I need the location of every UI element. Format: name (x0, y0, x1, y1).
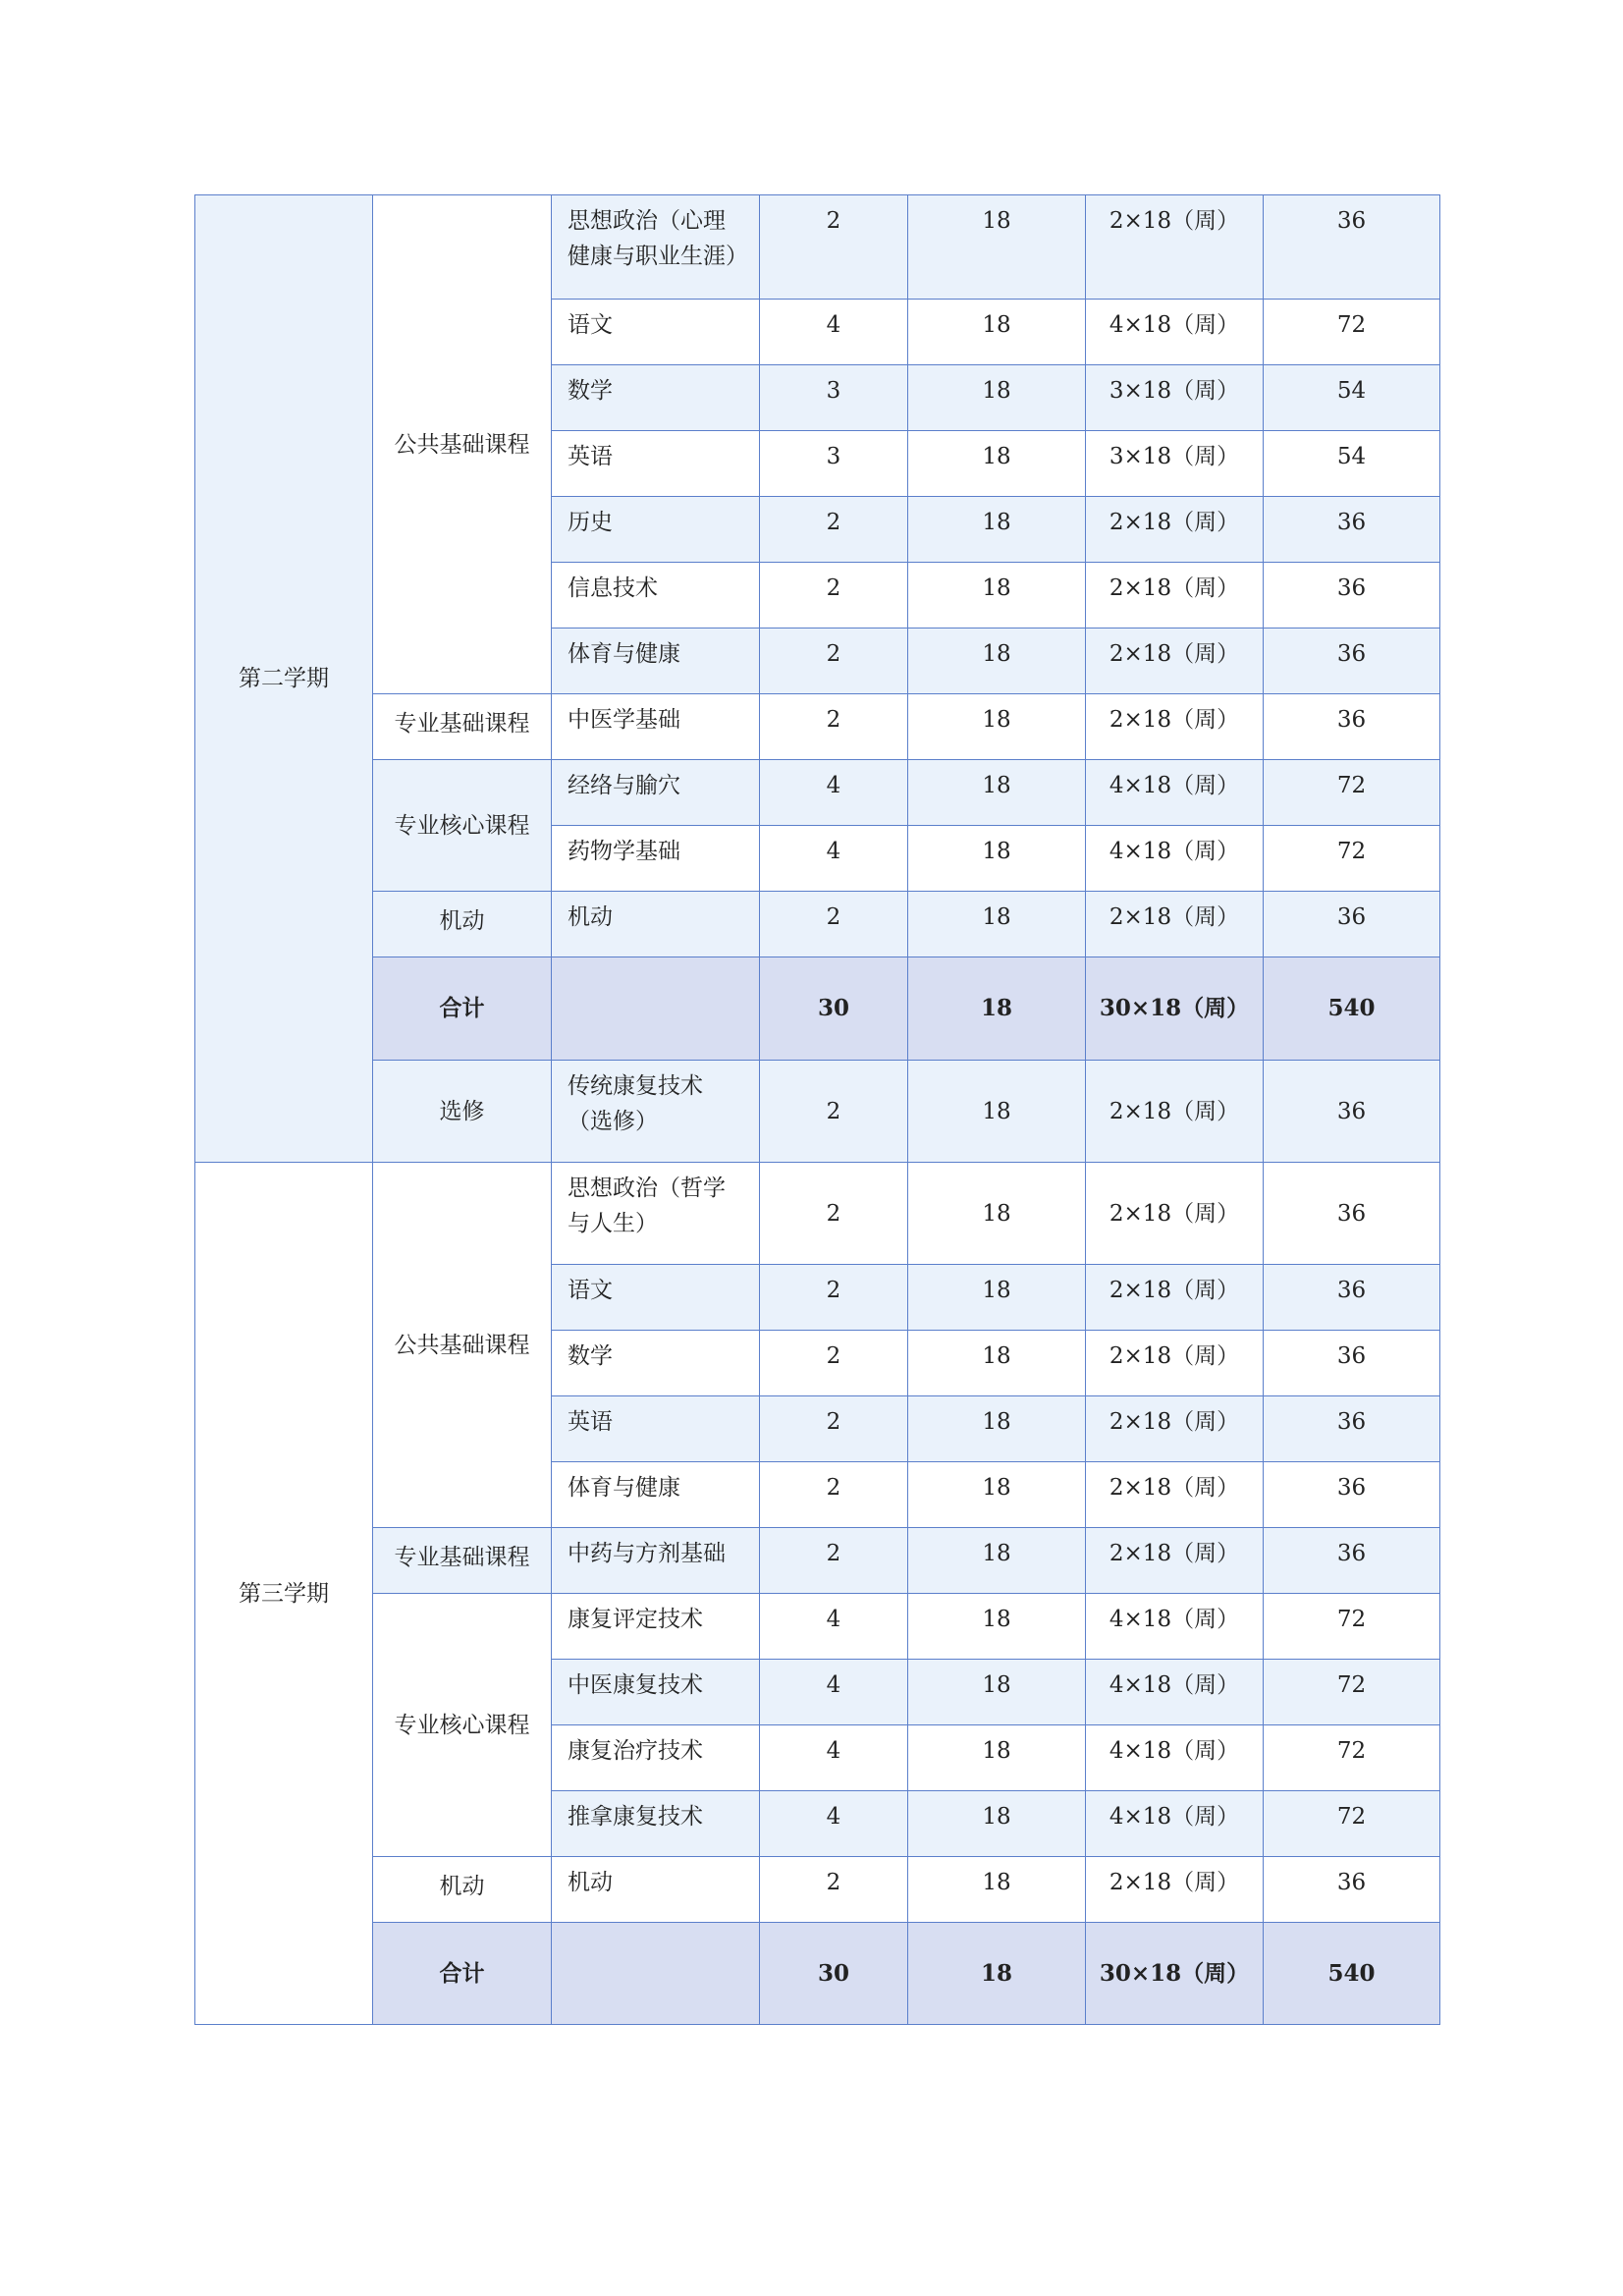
total-hours-cell: 54 (1264, 431, 1440, 497)
total-hours-cell: 36 (1264, 694, 1440, 760)
course-schedule-table (194, 194, 1440, 2025)
weekly-hours-cell: 2×18（周） (1086, 629, 1264, 694)
weekly-hours-cell: 2×18（周） (1086, 563, 1264, 629)
credits-cell: 2 (760, 1462, 908, 1528)
total-weeks: 18 (908, 1923, 1086, 2025)
total-hours: 540 (1264, 1923, 1440, 2025)
course-name: 中医学基础 (552, 694, 760, 760)
category-label: 公共基础课程 (373, 1163, 552, 1528)
weeks-cell: 18 (908, 431, 1086, 497)
total-hours-cell: 72 (1264, 1791, 1440, 1857)
credits-cell: 4 (760, 1660, 908, 1725)
course-name: 机动 (552, 892, 760, 957)
weekly-hours-cell: 2×18（周） (1086, 1857, 1264, 1923)
weekly-hours-cell: 2×18（周） (1086, 1528, 1264, 1594)
credits-cell: 2 (760, 1163, 908, 1265)
course-name: 康复评定技术 (552, 1594, 760, 1660)
credits-cell: 2 (760, 563, 908, 629)
weekly-hours-cell: 2×18（周） (1086, 1396, 1264, 1462)
course-name: 数学 (552, 365, 760, 431)
table-row (195, 694, 1440, 760)
weeks-cell: 18 (908, 1660, 1086, 1725)
weekly-hours-cell: 2×18（周） (1086, 497, 1264, 563)
course-name: 中医康复技术 (552, 1660, 760, 1725)
total-hours-cell: 36 (1264, 1462, 1440, 1528)
course-name: 数学 (552, 1331, 760, 1396)
weekly-hours-cell: 3×18（周） (1086, 431, 1264, 497)
credits-cell: 4 (760, 826, 908, 892)
course-name: 语文 (552, 1265, 760, 1331)
course-name: 机动 (552, 1857, 760, 1923)
category-label: 专业核心课程 (373, 1594, 552, 1857)
category-label: 专业基础课程 (373, 694, 552, 760)
weekly-hours-cell: 2×18（周） (1086, 694, 1264, 760)
table-row (195, 1857, 1440, 1923)
weekly-hours-cell: 4×18（周） (1086, 760, 1264, 826)
table-row (195, 1163, 1440, 1265)
credits-cell: 2 (760, 1331, 908, 1396)
category-label: 选修 (373, 1061, 552, 1163)
course-name: 推拿康复技术 (552, 1791, 760, 1857)
semester-label: 第三学期 (195, 1163, 373, 2025)
total-hours-cell: 54 (1264, 365, 1440, 431)
total-credits: 30 (760, 1923, 908, 2025)
total-hours-cell: 36 (1264, 195, 1440, 300)
total-label: 合计 (373, 1923, 552, 2025)
table-row (195, 1528, 1440, 1594)
credits-cell: 2 (760, 1061, 908, 1163)
weekly-hours-cell: 4×18（周） (1086, 1725, 1264, 1791)
weeks-cell: 18 (908, 1528, 1086, 1594)
credits-cell: 4 (760, 300, 908, 365)
total-hours-cell: 36 (1264, 563, 1440, 629)
total-hours-cell: 36 (1264, 1163, 1440, 1265)
total-hours-cell: 72 (1264, 760, 1440, 826)
credits-cell: 3 (760, 431, 908, 497)
weekly-hours-cell: 3×18（周） (1086, 365, 1264, 431)
weeks-cell: 18 (908, 892, 1086, 957)
total-hours-cell: 36 (1264, 1265, 1440, 1331)
total-hours-cell: 36 (1264, 1528, 1440, 1594)
credits-cell: 4 (760, 1791, 908, 1857)
category-label: 公共基础课程 (373, 195, 552, 694)
weeks-cell: 18 (908, 195, 1086, 300)
total-course-empty (552, 957, 760, 1061)
total-hours-cell: 72 (1264, 300, 1440, 365)
weeks-cell: 18 (908, 563, 1086, 629)
weekly-hours-cell: 2×18（周） (1086, 1265, 1264, 1331)
table-row (195, 892, 1440, 957)
total-row (195, 957, 1440, 1061)
credits-cell: 2 (760, 1857, 908, 1923)
weekly-hours-cell: 4×18（周） (1086, 1791, 1264, 1857)
course-name: 语文 (552, 300, 760, 365)
weeks-cell: 18 (908, 1396, 1086, 1462)
course-name: 康复治疗技术 (552, 1725, 760, 1791)
weeks-cell: 18 (908, 1791, 1086, 1857)
total-hours-cell: 36 (1264, 1857, 1440, 1923)
course-name: 思想政治（哲学与人生） (552, 1163, 760, 1265)
total-hours-cell: 36 (1264, 892, 1440, 957)
weekly-hours-cell: 2×18（周） (1086, 1163, 1264, 1265)
course-name: 历史 (552, 497, 760, 563)
course-name: 英语 (552, 1396, 760, 1462)
total-hours-cell: 72 (1264, 1660, 1440, 1725)
course-name: 体育与健康 (552, 629, 760, 694)
credits-cell: 2 (760, 629, 908, 694)
weeks-cell: 18 (908, 760, 1086, 826)
semester-label: 第二学期 (195, 195, 373, 1163)
total-hours-cell: 72 (1264, 1725, 1440, 1791)
total-hours-cell: 36 (1264, 1396, 1440, 1462)
weekly-hours-cell: 2×18（周） (1086, 195, 1264, 300)
table-row (195, 1594, 1440, 1660)
course-name: 体育与健康 (552, 1462, 760, 1528)
weeks-cell: 18 (908, 300, 1086, 365)
total-label: 合计 (373, 957, 552, 1061)
weeks-cell: 18 (908, 1331, 1086, 1396)
weekly-hours-cell: 2×18（周） (1086, 892, 1264, 957)
total-hours-cell: 72 (1264, 1594, 1440, 1660)
credits-cell: 2 (760, 1265, 908, 1331)
weeks-cell: 18 (908, 629, 1086, 694)
credits-cell: 2 (760, 694, 908, 760)
table-row (195, 760, 1440, 826)
credits-cell: 2 (760, 195, 908, 300)
weeks-cell: 18 (908, 497, 1086, 563)
weeks-cell: 18 (908, 1594, 1086, 1660)
weeks-cell: 18 (908, 826, 1086, 892)
total-hours-cell: 36 (1264, 1061, 1440, 1163)
category-label: 专业核心课程 (373, 760, 552, 892)
credits-cell: 2 (760, 892, 908, 957)
credits-cell: 4 (760, 1594, 908, 1660)
course-name: 药物学基础 (552, 826, 760, 892)
category-label: 机动 (373, 1857, 552, 1923)
credits-cell: 2 (760, 1528, 908, 1594)
weekly-hours-cell: 4×18（周） (1086, 1594, 1264, 1660)
course-name: 信息技术 (552, 563, 760, 629)
course-name: 经络与腧穴 (552, 760, 760, 826)
total-hours-cell: 36 (1264, 629, 1440, 694)
total-hours-cell: 72 (1264, 826, 1440, 892)
weeks-cell: 18 (908, 1265, 1086, 1331)
weekly-hours-cell: 2×18（周） (1086, 1462, 1264, 1528)
credits-cell: 2 (760, 497, 908, 563)
weeks-cell: 18 (908, 1163, 1086, 1265)
category-label: 专业基础课程 (373, 1528, 552, 1594)
weeks-cell: 18 (908, 1725, 1086, 1791)
category-label: 机动 (373, 892, 552, 957)
credits-cell: 2 (760, 1396, 908, 1462)
elective-row (195, 1061, 1440, 1163)
weekly-hours-cell: 4×18（周） (1086, 826, 1264, 892)
table-row (195, 195, 1440, 300)
weekly-hours-cell: 2×18（周） (1086, 1331, 1264, 1396)
total-hours-cell: 36 (1264, 1331, 1440, 1396)
total-hours: 540 (1264, 957, 1440, 1061)
weeks-cell: 18 (908, 1061, 1086, 1163)
credits-cell: 3 (760, 365, 908, 431)
course-name: 思想政治（心理健康与职业生涯） (552, 195, 760, 300)
weeks-cell: 18 (908, 694, 1086, 760)
weeks-cell: 18 (908, 1462, 1086, 1528)
course-name: 英语 (552, 431, 760, 497)
total-row (195, 1923, 1440, 2025)
course-name: 传统康复技术（选修） (552, 1061, 760, 1163)
credits-cell: 4 (760, 760, 908, 826)
total-course-empty (552, 1923, 760, 2025)
total-weekly-hours: 30×18（周） (1086, 957, 1264, 1061)
total-credits: 30 (760, 957, 908, 1061)
course-name: 中药与方剂基础 (552, 1528, 760, 1594)
weekly-hours-cell: 4×18（周） (1086, 300, 1264, 365)
weeks-cell: 18 (908, 1857, 1086, 1923)
weekly-hours-cell: 4×18（周） (1086, 1660, 1264, 1725)
total-weeks: 18 (908, 957, 1086, 1061)
total-weekly-hours: 30×18（周） (1086, 1923, 1264, 2025)
total-hours-cell: 36 (1264, 497, 1440, 563)
credits-cell: 4 (760, 1725, 908, 1791)
weeks-cell: 18 (908, 365, 1086, 431)
weekly-hours-cell: 2×18（周） (1086, 1061, 1264, 1163)
